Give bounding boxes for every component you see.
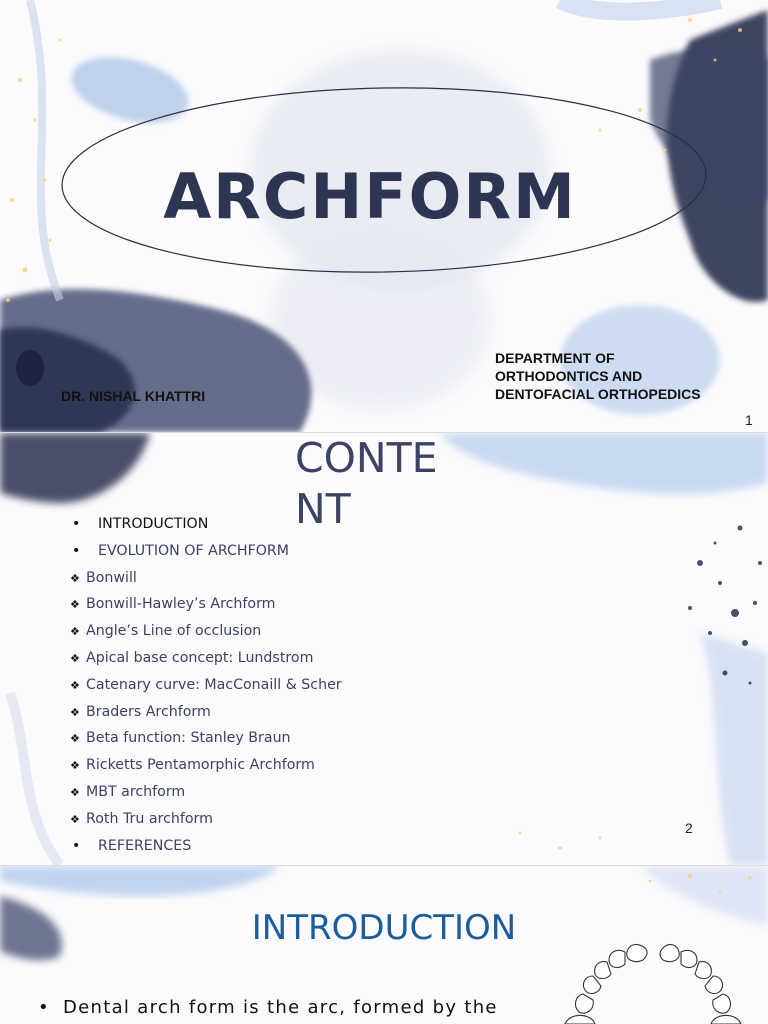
content-list-item: ❖ Bonwill [70,565,342,592]
intro-bullet-text: • Dental arch form is the arc, formed by the [38,997,498,1018]
dental-arch-illustration [555,938,745,1024]
content-list-item: ❖ Catenary curve: MacConaill & Scher [70,672,342,699]
department-line: DEPARTMENT OF [495,350,615,366]
content-list-item: ❖ Angle’s Line of occlusion [70,618,342,645]
department-line: DENTOFACIAL ORTHOPEDICS [495,386,701,402]
content-list-item: ❖ Roth Tru archform [70,806,342,833]
department-name [495,349,755,403]
slide-title: CONTENT [295,434,438,533]
content-list-item: ❖ Apical base concept: Lundstrom [70,645,342,672]
content-list-item: ❖ Braders Archform [70,699,342,726]
content-list-item: ❖ Bonwill-Hawley’s Archform [70,591,342,618]
content-list-item: • REFERENCES [70,833,342,860]
department-line: ORTHODONTICS AND [495,368,643,384]
slide-2 [0,433,768,865]
author-name: DR. NISHAL KHATTRI [61,388,206,404]
content-list [70,511,342,859]
page-number: 1 [745,412,753,428]
content-list-item: ❖ Ricketts Pentamorphic Archform [70,752,342,779]
content-list-item: • EVOLUTION OF ARCHFORM [70,538,342,565]
content-list-item: • INTRODUCTION [70,511,342,538]
page-number: 2 [685,820,693,836]
slide-title: INTRODUCTION [251,908,517,948]
slide-title: ARCHFORM [163,160,577,233]
slide-3 [0,866,768,1024]
slide-1 [0,0,768,432]
content-list-item: ❖ Beta function: Stanley Braun [70,725,342,752]
content-list-item: ❖ MBT archform [70,779,342,806]
